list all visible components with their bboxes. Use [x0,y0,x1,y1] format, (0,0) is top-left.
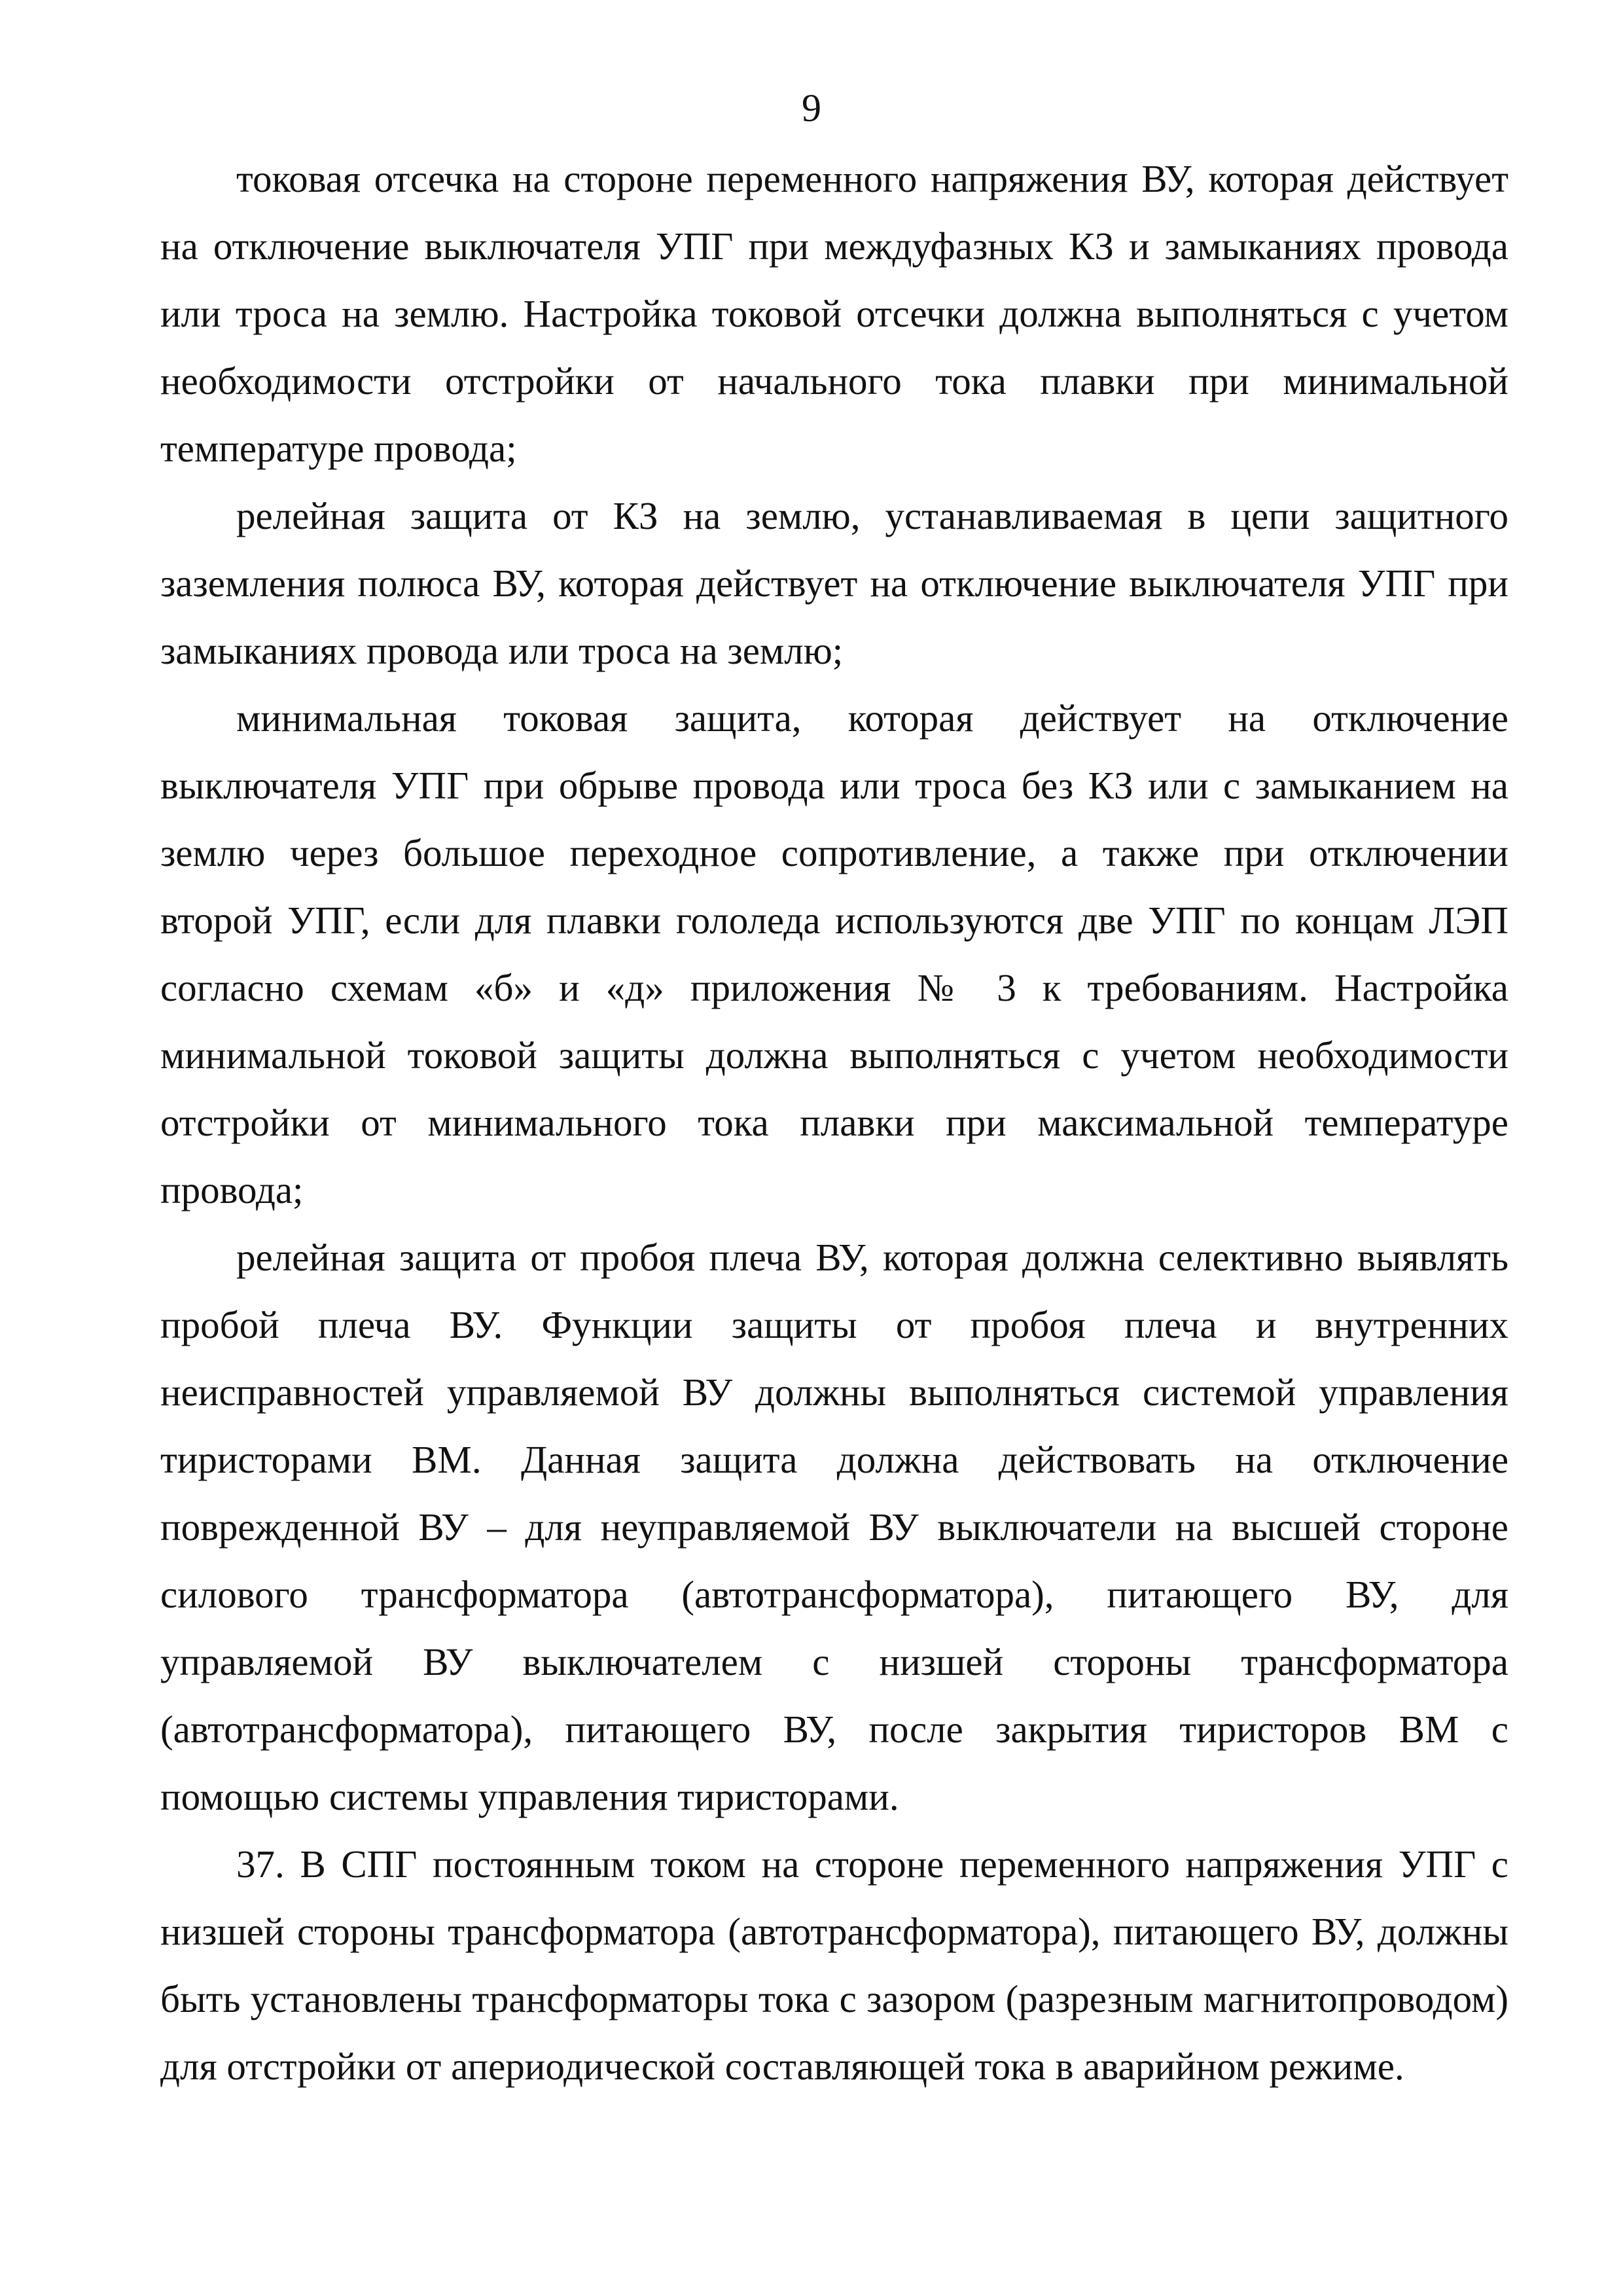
paragraph-item-37: 37. В СПГ постоянным током на стороне переменного напряжения УПГ с низшей стороны трансформатора (автотрансформатора), питающего ВУ, должны быть установлены трансформаторы тока с зазором (разрезным магнитопроводом) для отстройки от апериодической составляющей тока в аварийном режиме. [160,1842,1508,2088]
paragraph-arm-breakdown-protection: релейная защита от пробоя плеча ВУ, которая должна селективно выявлять пробой плеча ВУ. Функции защиты от пробоя плеча и внутренних неисправностей управляемой ВУ должны выполняться системой управления тиристорами ВМ. Данная защита должна действовать на отключение поврежденной ВУ – для неуправляемой ВУ выключатели на высшей стороне силового трансформатора (автотрансформатора), питающего ВУ, для управляемой ВУ выключателем с низшей стороны трансформатора (автотрансформатора), питающего ВУ, после закрытия тиристоров ВМ с помощью системы управления тиристорами. [160,1236,1508,1818]
paragraph-current-cutoff: токовая отсечка на стороне переменного напряжения ВУ, которая действует на отключение выключателя УПГ при междуфазных КЗ и замыканиях провода или троса на землю. Настройка токовой отсечки должна выполняться с учетом необходимости отстройки от начального тока плавки при минимальной температуре провода; [160,157,1508,470]
paragraph-minimum-current-protection: минимальная токовая защита, которая действует на отключение выключателя УПГ при обрыве провода или троса без КЗ или с замыканием на землю через большое переходное сопротивление, а также при отключении второй УПГ, если для плавки гололеда используются две УПГ по концам ЛЭП согласно схемам «б» и «д» приложения № 3 к требованиям. Настройка минимальной токовой защиты должна выполняться с учетом необходимости отстройки от минимального тока плавки при максимальной температуре провода; [160,696,1508,1211]
document-body [160,145,1508,2100]
page-number: 9 [802,86,821,130]
paragraph-ground-fault-relay: релейная защита от КЗ на землю, устанавливаемая в цепи защитного заземления полюса ВУ, которая действует на отключение выключателя УПГ при замыканиях провода или троса на землю; [160,494,1508,672]
